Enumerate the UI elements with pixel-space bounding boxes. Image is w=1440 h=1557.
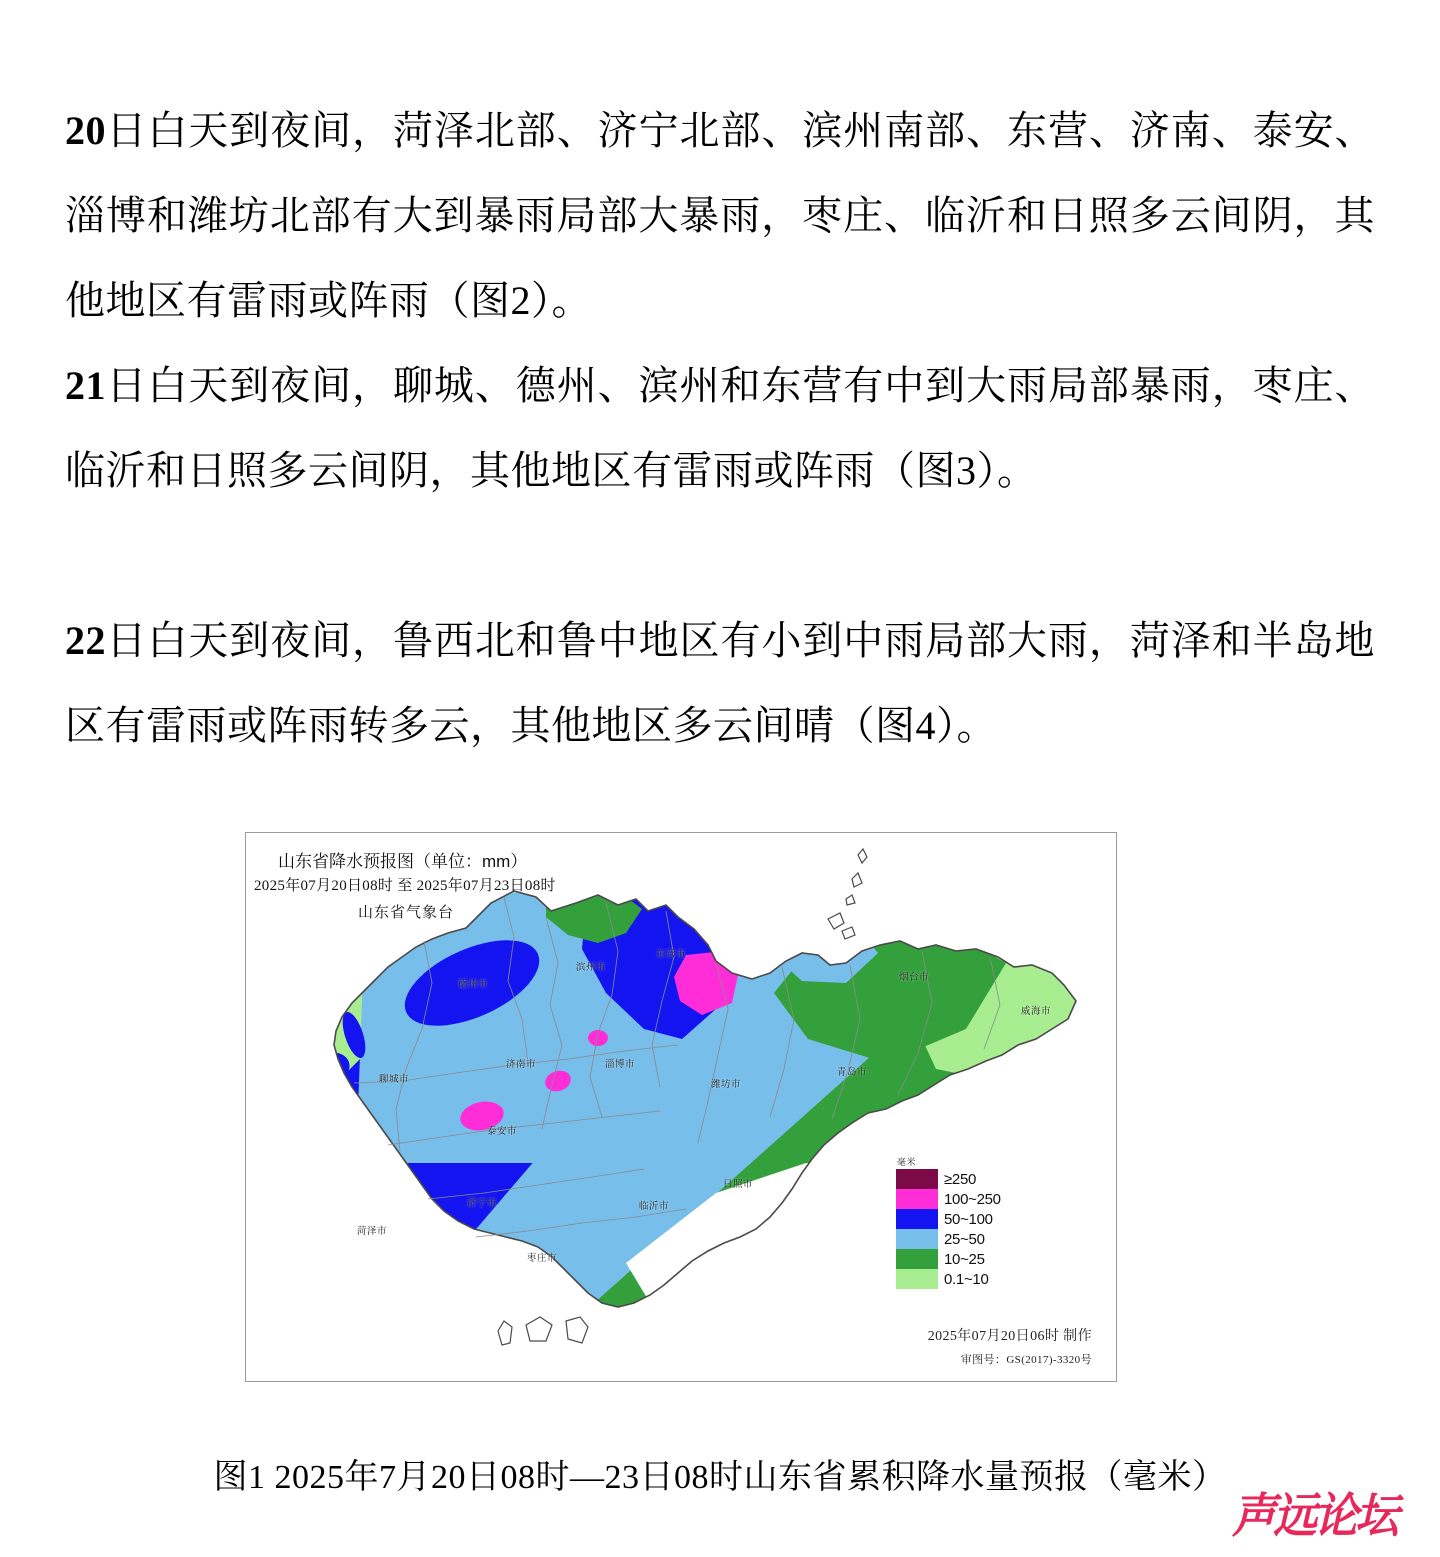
legend-unit-label: 毫米 xyxy=(897,1157,917,1167)
map-production-time: 2025年07月20日06时 制作 xyxy=(927,1329,1092,1344)
forum-watermark: 声远论坛 xyxy=(1232,1489,1396,1543)
legend-row xyxy=(896,1189,1036,1209)
paragraph-body-day20: 日白天到夜间，菏泽北部、济宁北部、滨州南部、东营、济南、泰安、淄博和潍坊北部有大到暴雨局部大暴雨，枣庄、临沂和日照多云间阴，其他地区有雷雨或阵雨（图2）。 xyxy=(65,108,1375,323)
legend-label-10-25: 10~25 xyxy=(944,1250,985,1268)
legend-row xyxy=(896,1169,1036,1189)
city-label: 东营市 xyxy=(655,950,687,960)
paragraph-lead-day20: 20 xyxy=(65,108,106,153)
legend-row xyxy=(896,1249,1036,1269)
paragraph-lead-day22: 22 xyxy=(65,618,106,663)
city-label: 淄博市 xyxy=(604,1060,636,1070)
legend-row xyxy=(896,1209,1036,1229)
map-title: 山东省降水预报图（单位：mm） xyxy=(278,852,528,871)
city-label: 潍坊市 xyxy=(710,1080,742,1090)
legend-swatch-50-100 xyxy=(896,1209,938,1229)
paragraph-day20 xyxy=(65,88,1375,343)
paragraph-lead-day21: 21 xyxy=(65,363,106,408)
paragraph-body-day22: 日白天到夜间，鲁西北和鲁中地区有小到中雨局部大雨，菏泽和半岛地区有雷雨或阵雨转多云，其他地区多云间晴（图4）。 xyxy=(65,618,1375,748)
city-label: 泰安市 xyxy=(486,1127,518,1137)
figure-caption: 图1 2025年7月20日08时—23日08时山东省累积降水量预报（毫米） xyxy=(213,1459,1227,1496)
legend-label-100-250: 100~250 xyxy=(944,1190,1001,1208)
legend-row xyxy=(896,1269,1036,1289)
map-legend xyxy=(896,1155,1036,1289)
city-label: 济南市 xyxy=(505,1060,537,1070)
paragraph-day21 xyxy=(65,343,1375,513)
city-label: 日照市 xyxy=(722,1180,754,1190)
city-label: 临沂市 xyxy=(638,1202,670,1212)
offshore-islands xyxy=(828,849,867,939)
map-organization: 山东省气象台 xyxy=(358,905,455,921)
city-label: 烟台市 xyxy=(898,973,930,983)
city-label: 济宁市 xyxy=(466,1199,498,1209)
legend-label-25-50: 25~50 xyxy=(944,1230,985,1248)
map-approval-number: 审图号：GS(2017)-3320号 xyxy=(960,1354,1092,1366)
city-label: 聊城市 xyxy=(378,1075,410,1085)
legend-swatch-25-50 xyxy=(896,1229,938,1249)
legend-swatch-10-25 xyxy=(896,1249,938,1269)
city-label: 威海市 xyxy=(1020,1007,1052,1017)
legend-label-50-100: 50~100 xyxy=(944,1210,993,1228)
paragraph-day22 xyxy=(65,598,1375,768)
paragraph-body-day21: 日白天到夜间，聊城、德州、滨州和东营有中到大雨局部暴雨，枣庄、临沂和日照多云间阴，其他地区有雷雨或阵雨（图3）。 xyxy=(65,363,1375,493)
city-label: 枣庄市 xyxy=(526,1254,558,1264)
precipitation-forecast-map-figure xyxy=(245,832,1117,1382)
legend-row xyxy=(896,1229,1036,1249)
legend-swatch-100-250 xyxy=(896,1189,938,1209)
legend-label-250-plus: ≥250 xyxy=(944,1170,977,1188)
map-valid-range: 2025年07月20日08时 至 2025年07月23日08时 xyxy=(254,878,556,894)
legend-swatch-0-10 xyxy=(896,1269,938,1289)
city-label: 德州市 xyxy=(457,980,489,990)
southern-inset-islands xyxy=(498,1317,588,1345)
legend-label-0-10: 0.1~10 xyxy=(944,1270,989,1288)
city-label: 青岛市 xyxy=(836,1068,868,1078)
city-label: 菏泽市 xyxy=(356,1227,388,1237)
legend-swatch-250-plus xyxy=(896,1169,938,1189)
city-label: 滨州市 xyxy=(575,963,607,973)
